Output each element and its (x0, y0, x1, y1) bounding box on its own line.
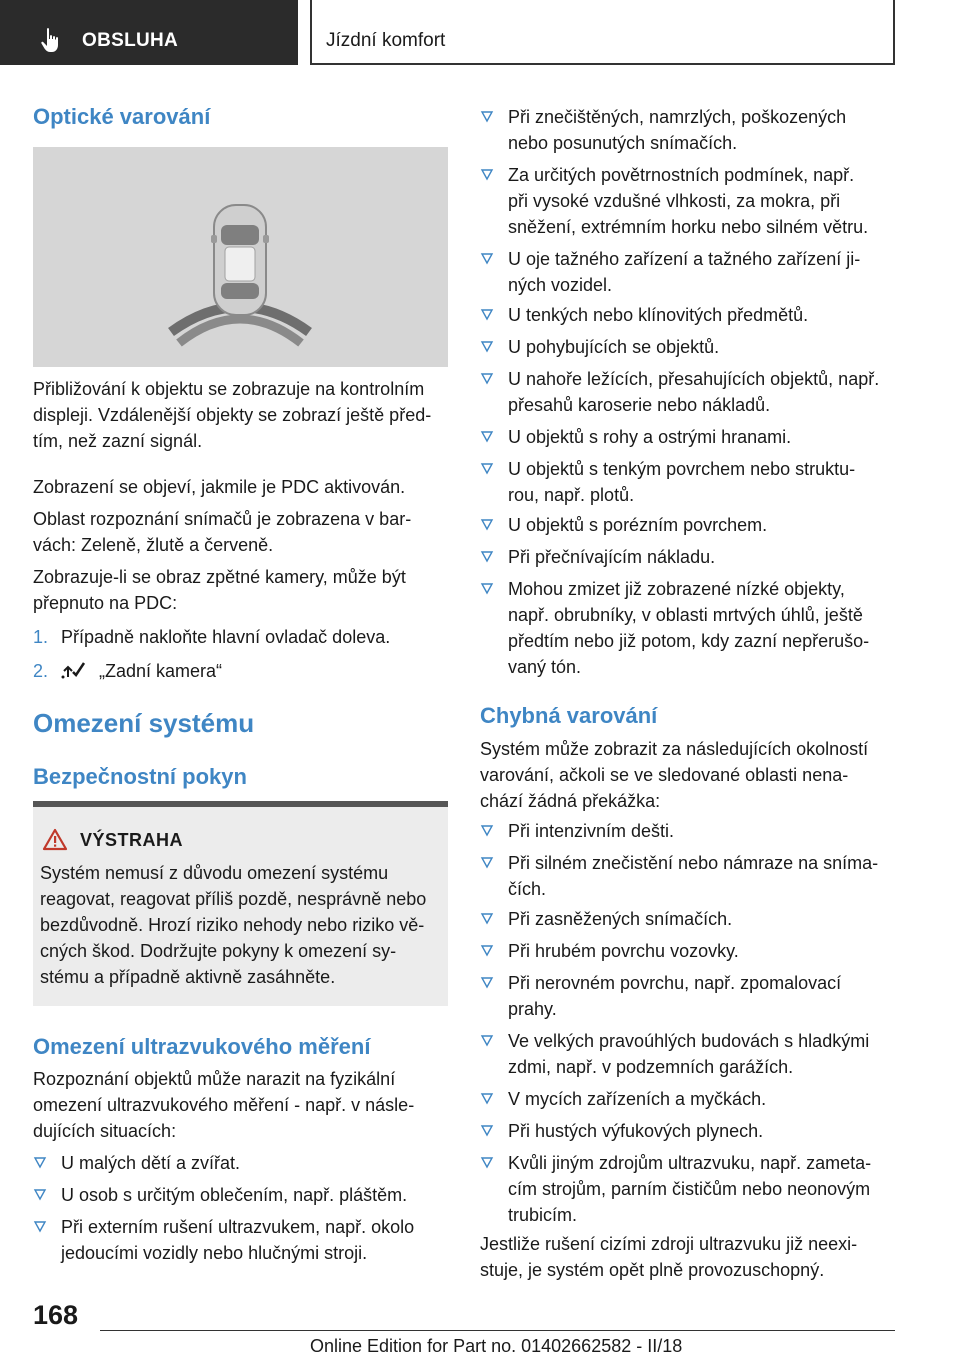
bullet-triangle-icon (480, 308, 494, 322)
right-limit-bullet-text: U nahoře ležících, přesahujících objektů, např. přesahů karoserie nebo nákladů. (508, 369, 880, 415)
heading-ultrasonic-limits: Omezení ultrazvukového měření (33, 1034, 371, 1059)
bullet-triangle-icon (480, 340, 494, 354)
paragraph-closing: Jestliže rušení cizími zdroji ultrazvuku již neexi- stuje, je systém opět plně provozuschopný. (480, 1234, 858, 1280)
bullet-triangle-icon (33, 1220, 47, 1234)
right-limit-bullet-text: Při přečnívajícím nákladu. (508, 547, 716, 567)
right-limit-bullet-text: U oje tažného zařízení a tažného zařízení ji- ných vozidel. (508, 249, 861, 295)
bullet-triangle-icon (480, 582, 494, 596)
left-bullet-text: U osob s určitým oblečením, např. pláštěm. (61, 1185, 408, 1205)
left-bullet-text: U malých dětí a zvířat. (61, 1153, 241, 1173)
right-limit-bullet-text: Mohou zmizet již zobrazené nízké objekty, např. obrubníky, v oblasti mrtvých úhlů, ještě předtím nebo již potom, kdy zazní nepřerušo- vaný tón. (508, 579, 870, 677)
section-tab-label: OBSLUHA (82, 30, 179, 51)
right-false-bullet-text: Při nerovném povrchu, např. zpomalovací prahy. (508, 973, 842, 1019)
rear-view-camera-icon (61, 660, 87, 680)
bullet-triangle-icon (480, 1092, 494, 1106)
paragraph-false-warnings: Systém může zobrazit za následujících okolností varování, ačkoli se ve sledované oblasti nena- chází žádná překážka: (480, 739, 869, 811)
right-false-bullet-text: Při intenzivním dešti. (508, 821, 675, 841)
bullet-triangle-icon (480, 1034, 494, 1048)
right-false-bullet-text: Při hustých výfukových plynech. (508, 1121, 764, 1141)
footer-rule (100, 1330, 895, 1331)
bullet-triangle-icon (480, 110, 494, 124)
bullet-triangle-icon (480, 1156, 494, 1170)
bullet-triangle-icon (33, 1188, 47, 1202)
bullet-triangle-icon (480, 944, 494, 958)
bullet-triangle-icon (480, 252, 494, 266)
heading-system-limits: Omezení systému (33, 708, 255, 738)
warning-triangle-icon (42, 828, 68, 851)
chapter-title: Jízdní komfort (326, 30, 446, 51)
figure-description: Přibližování k objektu se zobrazuje na kontrolním displeji. Vzdálenější objekty se zobrazí ještě před- tím, než zazní signál. (33, 379, 432, 451)
right-false-bullet-text: Při zasněžených snímačích. (508, 909, 733, 929)
bullet-triangle-icon (480, 462, 494, 476)
bullet-triangle-icon (480, 976, 494, 990)
bullet-triangle-icon (33, 1156, 47, 1170)
warning-title: VÝSTRAHA (80, 830, 184, 850)
right-limit-bullet-text: Za určitých povětrnostních podmínek, např. při vysoké vzdušné vlhkosti, za mokra, při sněžení, extrémním horku nebo silném větru. (508, 165, 869, 237)
bullet-triangle-icon (480, 430, 494, 444)
bullet-triangle-icon (480, 372, 494, 386)
right-false-bullet-text: V mycích zařízeních a myčkách. (508, 1089, 767, 1109)
footer-edition: Online Edition for Part no. 01402662582 - II/18 (310, 1336, 683, 1356)
right-false-bullet-text: Ve velkých pravoúhlých budovách s hladkými zdmi, např. v podzemních garážích. (508, 1031, 870, 1077)
paragraph-detection-area: Oblast rozpoznání snímačů je zobrazena v bar- vách: Zeleně, žlutě a červeně. (33, 509, 412, 555)
right-limit-bullet-text: U objektů s porézním povrchem. (508, 515, 768, 535)
page-number: 168 (33, 1300, 79, 1330)
paragraph-camera-switch: Zobrazuje-li se obraz zpětné kamery, může být přepnuto na PDC: (33, 567, 406, 613)
bullet-triangle-icon (480, 550, 494, 564)
left-bullet-text: Při externím rušení ultrazvukem, např. okolo jedoucími vozidly nebo hlučnými stroji. (61, 1217, 415, 1263)
right-false-bullet-text: Při hrubém povrchu vozovky. (508, 941, 739, 961)
right-limit-bullet-text: Při znečištěných, namrzlých, poškozených nebo posunutých snímačích. (508, 107, 847, 153)
car-with-sensor-arcs-illustration (33, 147, 448, 367)
bullet-triangle-icon (480, 912, 494, 926)
pdc-display-figure (33, 147, 448, 367)
right-limit-bullet-text: U tenkých nebo klínovitých předmětů. (508, 305, 809, 325)
bullet-triangle-icon (480, 856, 494, 870)
right-limit-bullet-text: U pohybujících se objektů. (508, 337, 720, 357)
right-false-bullet-text: Při silném znečistění nebo námraze na sníma- čích. (508, 853, 879, 899)
right-false-bullet-text: Kvůli jiným zdrojům ultrazvuku, např. zameta- cím strojům, parním čističům nebo neonovým trubicím. (508, 1153, 872, 1225)
bullet-triangle-icon (480, 1124, 494, 1138)
paragraph-ultrasonic-limits: Rozpoznání objektů může narazit na fyzikální omezení ultrazvukového měření - např. v násle- dujících situacích: (33, 1069, 415, 1141)
hand-pointer-icon (40, 27, 64, 53)
right-limit-bullet-text: U objektů s tenkým povrchem nebo struktu- rou, např. plotů. (508, 459, 856, 505)
paragraph-display-appears: Zobrazení se objeví, jakmile je PDC aktivován. (33, 477, 406, 497)
bullet-triangle-icon (480, 824, 494, 838)
warning-text: Systém nemusí z důvodu omezení systému reagovat, reagovat příliš pozdě, nesprávně nebo bezdůvodně. Hrozí riziko nehody nebo riziko vě- cných škod. Dodržujte pokyny k omezení sy- stému a případně aktivně zasáhněte. (40, 863, 427, 987)
heading-false-warnings: Chybná varování (480, 703, 658, 728)
heading-optical-warning: Optické varování (33, 104, 211, 129)
heading-safety-note: Bezpečnostní pokyn (33, 764, 247, 789)
bullet-triangle-icon (480, 168, 494, 182)
bullet-triangle-icon (480, 518, 494, 532)
right-limit-bullet-text: U objektů s rohy a ostrými hranami. (508, 427, 792, 447)
